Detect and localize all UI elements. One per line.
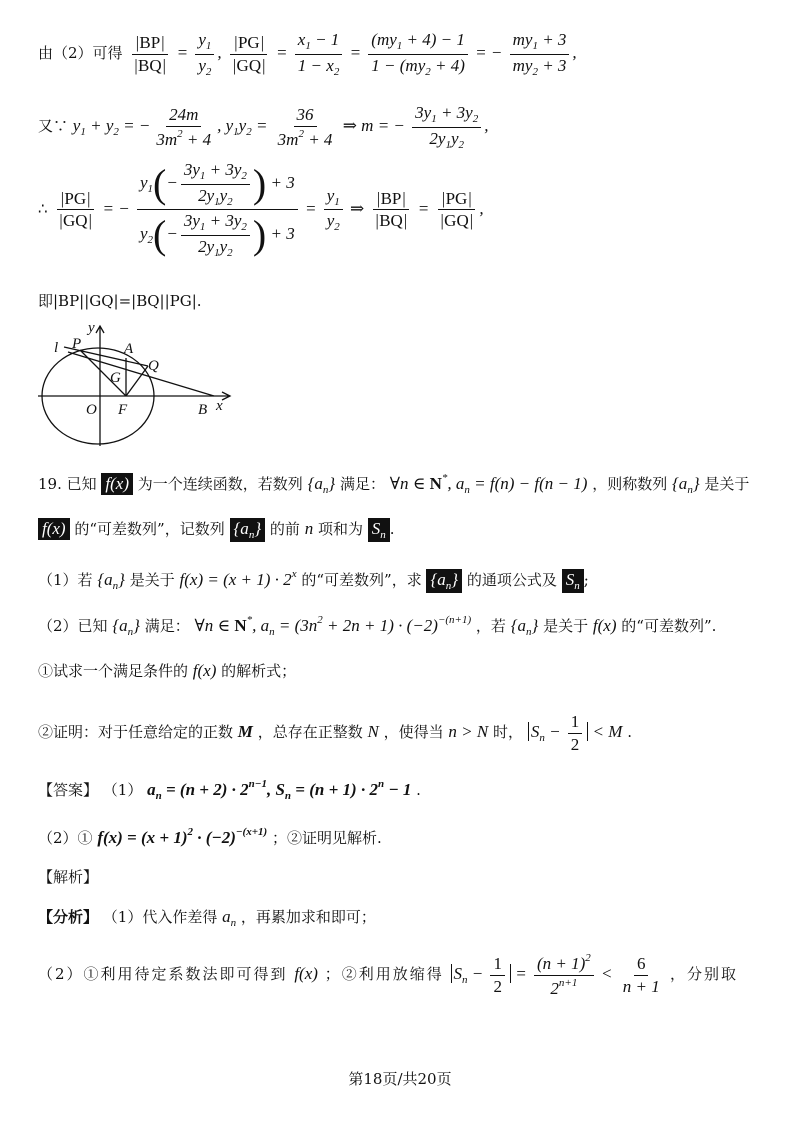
p2i-text-b: 的解析式； — [221, 662, 297, 680]
p2ii-text-d: 时， — [493, 722, 524, 741]
answer-p2-label: （2）① — [38, 829, 93, 847]
label-o: O — [86, 402, 97, 418]
p1-text-c: 的“可差数列”，求 — [301, 571, 422, 589]
line-vieta — [38, 103, 488, 151]
line-pb — [68, 352, 214, 396]
p1-an: $\{a_n\}$ — [97, 570, 125, 592]
p2ii-text-c: ，使得当 — [383, 722, 444, 741]
line1-prefix: 由（2）可得 — [38, 44, 123, 63]
analysis-label: 【解析】 — [38, 868, 99, 886]
label-x: x — [216, 398, 223, 414]
last-text-b: ；②利用放缩得 — [324, 964, 444, 983]
p2-text-a: （2）已知 — [38, 617, 108, 635]
label-q: Q — [148, 358, 159, 374]
p19-text-f: 的“可差数列”，记数列 — [74, 520, 225, 538]
label-g: G — [110, 370, 121, 386]
line-conclusion-ratio — [38, 160, 484, 260]
p2-text-e: 的“可差数列”. — [621, 617, 717, 635]
an-highlight: $\{a_n\}$ — [230, 518, 266, 542]
fenxi-text-a: （1）代入作差得 — [102, 908, 218, 926]
fenxi-text-b: ，再累加求和即可； — [240, 908, 376, 926]
problem19-part2-ii: ②证明：对于任意给定的正数 M ，总存在正整数 N ，使得当 n > N 时， $S_n$ − $\frac{1}{2}$ < M . — [38, 712, 632, 754]
p2-text-d: 是关于 — [543, 617, 589, 635]
fx-highlight-2: f(x) — [38, 518, 70, 540]
p19-text-e: 是关于 — [704, 475, 750, 493]
last-text-c: ，分别取 — [669, 964, 738, 983]
label-a: A — [124, 341, 134, 357]
p19-text-c: 满足： — [339, 475, 385, 493]
problem19-intro-line1 — [38, 472, 749, 496]
label-b: B — [198, 402, 208, 418]
answer-p1-formula: $a_n = (n + 2) \cdot 2^{n-1}$, $S_n = (n + 1) \cdot 2^n - 1$ — [147, 778, 412, 802]
p1-fx-formula: $f(x) = (x + 1) \cdot 2^x$ — [179, 568, 297, 589]
p19-def-formula: ∀n ∈ N*, $a_n = f(n) - f(n - 1)$ — [389, 472, 588, 496]
p1-text-a: （1）若 — [38, 571, 93, 589]
line1-formula: $\frac{|BP|}{|BQ|}$ = $\frac{y_1}{y_2}$ , $\frac{|PG|}{|GQ|}$ = $\frac{x_1 - 1}{1 - x_2}$ = $\frac{(my_1 + 4) - 1}{1 - (my_2 + 4)}$ = − $\frac{my_1 + 3}{my_2 + 3}$ , — [133, 30, 577, 78]
p1-text-b: 是关于 — [129, 571, 175, 589]
analysis-last-line — [38, 952, 738, 998]
answer-line1: 【答案】 （1） $a_n = (n + 2) \cdot 2^{n-1}$, $S_n = (n + 1) \cdot 2^n - 1$ . — [38, 778, 421, 802]
fenxi-an: $a_n$ — [222, 907, 237, 929]
p2ii-text-b: ，总存在正整数 — [257, 722, 363, 741]
label-p: P — [72, 336, 82, 352]
line4-text: 即|BP||GQ|=|BQ||PG|. — [38, 292, 202, 310]
problem19-part1: （1）若 $\{a_n\}$ 是关于 $f(x) = (x + 1) \cdot 2^x$ 的“可差数列”，求 $\{a_n\}$ 的通项公式及 $S_n$ ; — [38, 568, 589, 592]
p2-text-c: ，若 — [475, 617, 506, 635]
p2ii-N: N — [367, 721, 379, 741]
problem19-part2 — [38, 614, 716, 638]
sn-highlight: $S_n$ — [368, 518, 390, 542]
p2-text-b: 满足： — [144, 617, 190, 635]
p19-text-h: 项和为 — [317, 520, 363, 538]
last-fx: f(x) — [294, 963, 318, 983]
p2-fx: f(x) — [592, 616, 617, 635]
line-final-equality — [38, 290, 202, 311]
answer-label: 【答案】 — [38, 781, 99, 799]
p2-an: $\{a_n\}$ — [112, 616, 140, 638]
answer-p2-text: ；②证明见解析. — [271, 829, 382, 847]
line-ratio-derivation — [38, 30, 577, 78]
p19-text-a: 19. 已知 — [38, 475, 97, 493]
fx-highlight: f(x) — [101, 473, 133, 495]
p19-text-b: 为一个连续函数，若数列 — [137, 475, 303, 493]
page-footer: 第18页/共20页 — [348, 1070, 452, 1088]
p2ii-ineq: $S_n$ − $\frac{1}{2}$ < M — [528, 722, 623, 741]
p1-sn-highlight: $S_n$ — [562, 569, 584, 593]
problem19-part2-i — [38, 660, 296, 681]
line3-prefix: ∴ — [38, 199, 48, 218]
p2-an-formula: ∀n ∈ N*, $a_n = (3n^2 + 2n + 1) \cdot (-2)^{-(n+1)}$ — [194, 614, 472, 638]
p2ii-text-a: ②证明：对于任意给定的正数 — [38, 722, 234, 741]
p1-an-highlight: $\{a_n\}$ — [426, 569, 462, 593]
line2-prefix: 又∵ — [38, 117, 69, 136]
analysis-fenxi-line — [38, 906, 376, 929]
answer-p2-formula: $f(x) = (x + 1)^2 \cdot (-2)^{-(x+1)}$ — [97, 826, 268, 847]
p2-an-2: $\{a_n\}$ — [510, 616, 539, 638]
an-seq-2: $\{a_n\}$ — [672, 474, 700, 496]
line2-formula: $y_1 + y_2$ = − $\frac{24m}{3m^2 + 4}$ , $y_1y_2$ = $\frac{36}{3m^2 + 4}$ ⇒ m = − $\frac{3y_1 + 3y_2}{2y_1y_2}$ , — [72, 103, 489, 151]
label-y: y — [88, 320, 95, 336]
p2i-text-a: ①试求一个满足条件的 — [38, 662, 189, 680]
ellipse-figure — [36, 318, 236, 450]
p19-text-g: 的前 — [269, 520, 300, 538]
p1-text-d: 的通项公式及 — [466, 571, 557, 589]
answer-p1-label: （1） — [102, 781, 143, 799]
p19-text-d: ，则称数列 — [592, 475, 668, 493]
last-text-a: （2）①利用待定系数法即可得到 — [38, 964, 288, 983]
fenxi-label: 【分析】 — [38, 908, 99, 926]
line3-formula: $\frac{|PG|}{|GQ|}$ = − $y_1(-$ $\frac{3y_1 + 3y_2}{2y_1y_2}$ ) + 3 $y_2(-$ $\frac{3y_1 + 3y_2}{2y_1y_2}$ ) + 3 = $\frac{y_1}{y_2}$ ⇒ $\frac{|BP|}{|BQ|}$ = $\frac{|PG|}{|GQ|}$ , — [58, 160, 484, 259]
problem19-intro-line2: f(x) 的“可差数列”，记数列 $\{a_n\}$ 的前 n 项和为 $S_n$ . — [38, 518, 395, 542]
p2i-fx: f(x) — [192, 661, 217, 680]
p2ii-M: M — [237, 721, 253, 741]
label-l: l — [54, 340, 59, 356]
an-seq: $\{a_n\}$ — [307, 474, 336, 496]
last-ineq: $S_n$ − $\frac{1}{2}$ = $\frac{(n + 1)^2}{2^{n+1}}$ < $\frac{6}{n + 1}$ — [451, 964, 670, 983]
p2ii-cond: n > N — [448, 721, 489, 741]
answer-line2 — [38, 826, 382, 848]
n-var: n — [304, 519, 314, 538]
analysis-label-line — [38, 866, 98, 887]
label-f: F — [118, 402, 128, 418]
